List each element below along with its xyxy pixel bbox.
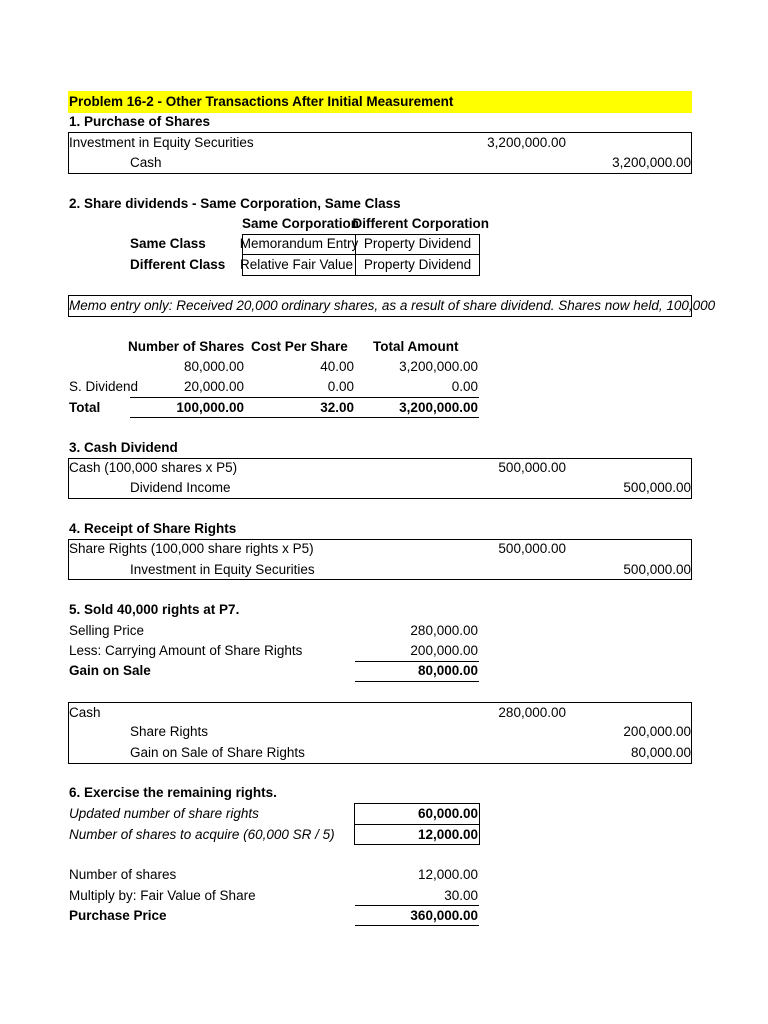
- s5-je-credit1-amount: 200,000.00: [623, 724, 691, 739]
- s5-selling-amount: 280,000.00: [410, 623, 478, 638]
- s1-credit-amount: 3,200,000.00: [612, 155, 691, 170]
- s6-updated-value: 60,000.00: [417, 806, 478, 821]
- s3-heading: 3. Cash Dividend: [69, 440, 178, 455]
- s1-credit-account: Cash: [130, 155, 162, 170]
- s5-je-debit-account: Cash: [69, 705, 101, 720]
- s5-gain-label: Gain on Sale: [69, 663, 151, 678]
- s3-credit-account: Dividend Income: [130, 480, 231, 495]
- s1-heading: 1. Purchase of Shares: [69, 114, 211, 129]
- s6-fv-label: Multiply by: Fair Value of Share: [69, 888, 256, 903]
- shares-row2-total: 0.00: [451, 379, 478, 394]
- s6-heading: 6. Exercise the remaining rights.: [69, 785, 277, 800]
- s2-col-diff: [352, 214, 489, 234]
- s6-num-value: 12,000.00: [417, 867, 478, 882]
- s5-heading: 5. Sold 40,000 rights at P7.: [69, 602, 240, 617]
- s1-debit-amount: 3,200,000.00: [487, 135, 566, 150]
- shares-total-label: Total: [69, 400, 101, 415]
- s1-debit-account: Investment in Equity Securities: [69, 135, 254, 150]
- s2-cell-diff-same: [240, 255, 355, 275]
- s6-updated-label: Updated number of share rights: [69, 806, 259, 821]
- s2-cell-diff-diff: Property Dividend: [363, 257, 472, 272]
- s5-less-label: Less: Carrying Amount of Share Rights: [69, 643, 303, 658]
- s6-num-label: Number of shares: [69, 867, 177, 882]
- shares-row2-num: 20,000.00: [183, 379, 244, 394]
- shares-row1-cost: 40.00: [320, 359, 354, 374]
- s5-je-credit2-amount: 80,000.00: [630, 745, 691, 760]
- s5-gain-underline: [355, 681, 479, 682]
- s6-price-label: Purchase Price: [69, 908, 167, 923]
- s3-debit-account: Cash (100,000 shares x P5): [69, 460, 238, 475]
- s6-acquire-label: Number of shares to acquire (60,000 SR / 5): [69, 827, 335, 842]
- s6-acquire-value: 12,000.00: [417, 827, 478, 842]
- s4-heading: 4. Receipt of Share Rights: [69, 521, 237, 536]
- s2-row-same: Same Class: [130, 236, 206, 251]
- shares-row2-cost: 0.00: [327, 379, 354, 394]
- s2-cell-same-diff: Property Dividend: [363, 236, 472, 251]
- s4-debit-amount: 500,000.00: [498, 541, 566, 556]
- s2-col-same: Same Corporation: [242, 216, 360, 231]
- memo-text: Memo entry only: Received 20,000 ordinary shares, as a result of share dividend. Shares now held, 100,000: [69, 298, 716, 313]
- s4-credit-account: Investment in Equity Securities: [130, 562, 315, 577]
- s3-credit-amount: 500,000.00: [623, 480, 691, 495]
- s5-less-amount: 200,000.00: [410, 643, 478, 658]
- shares-total-total: 3,200,000.00: [399, 400, 478, 415]
- s5-je-credit1-account: Share Rights: [130, 724, 209, 739]
- s5-selling-label: Selling Price: [69, 623, 145, 638]
- s5-je-credit2-account: Gain on Sale of Share Rights: [130, 745, 305, 760]
- s4-credit-amount: 500,000.00: [623, 562, 691, 577]
- shares-h-total: Total Amount: [373, 339, 459, 354]
- s4-debit-account: Share Rights (100,000 share rights x P5): [69, 541, 314, 556]
- shares-total-underline: [130, 417, 479, 418]
- s6-price-value: 360,000.00: [410, 908, 478, 923]
- page-title: Problem 16-2 - Other Transactions After Initial Measurement: [69, 94, 454, 109]
- s2-cell-same-same-text: Memorandum Entry: [239, 236, 359, 251]
- shares-h-num: Number of Shares: [128, 339, 245, 354]
- s2-cell-same-same: [239, 234, 359, 254]
- s2-heading: 2. Share dividends - Same Corporation, Same Class: [69, 196, 401, 211]
- shares-total-cost: 32.00: [320, 400, 354, 415]
- s2-cell-diff-same-text: Relative Fair Value: [240, 257, 354, 272]
- s5-gain-amount: 80,000.00: [417, 663, 478, 678]
- s6-fv-value: 30.00: [444, 888, 478, 903]
- shares-total-num: 100,000.00: [176, 400, 244, 415]
- shares-row1-total: 3,200,000.00: [399, 359, 478, 374]
- s2-col-diff-text: Different Corporation: [352, 216, 489, 231]
- s5-je-debit-amount: 280,000.00: [498, 705, 566, 720]
- shares-row2-label: S. Dividend: [69, 379, 139, 394]
- s6-price-underline: [355, 925, 479, 926]
- shares-h-cost: Cost Per Share: [251, 339, 348, 354]
- shares-row1-num: 80,000.00: [183, 359, 244, 374]
- s2-row-diff: Different Class: [130, 257, 226, 272]
- s3-debit-amount: 500,000.00: [498, 460, 566, 475]
